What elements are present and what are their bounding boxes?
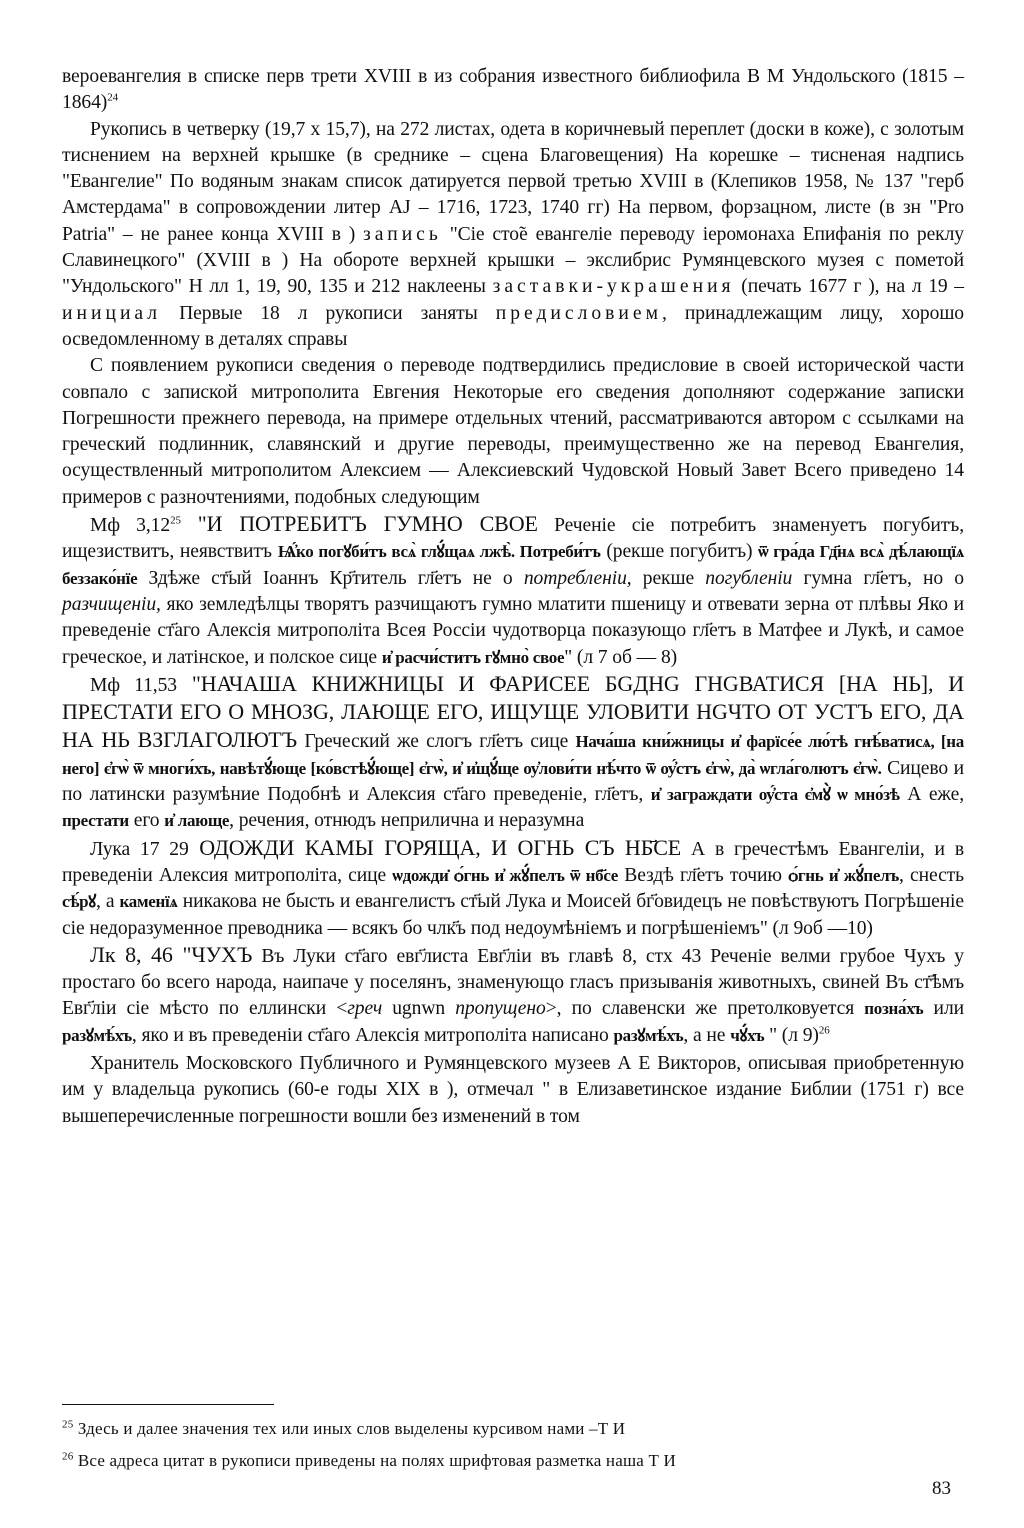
text: Здѣже ст҃ый Іоаннъ Кр҃титель гл҃етъ не о: [137, 567, 524, 589]
spaced-text: инициал: [62, 302, 162, 324]
text: (печать 1677 г ), на л 19 –: [734, 276, 964, 298]
church-slavonic-text: Ѩ҆́ко погꙋби́тъ всѧ̀ глꙋ́щаѧ лжѣ̀. Потреби́тъ: [277, 542, 601, 562]
italic-text: погубленіи: [705, 567, 793, 589]
paragraph-manuscript-description: [62, 117, 964, 354]
text: его: [128, 810, 165, 832]
church-slavonic-text: ѿ гра́да Гд҃нѧ всѧ̀ дѣ́лающїѧ беззако́нїе: [62, 542, 965, 588]
text: никакова не бысть и евангелистъ ст҃ый Лука и Моисей бг҃овидецъ не повѣствуютъ Погрѣшеніе сіе недоразуменное преводника — всякъ бо члк҃ъ под недоумѣніемъ и погрѣшеніемъ" (л 9об —10): [62, 891, 964, 939]
church-slavonic-text: престати: [62, 811, 129, 831]
page-body: [62, 64, 964, 1130]
italic-text: потребленіи,: [523, 567, 632, 589]
church-slavonic-text: разꙋмѣ́хъ: [613, 1025, 684, 1045]
text: Сицево и по латински разумѣние Подобнѣ и Алексия ст҃аго преведеніе, гл҃етъ,: [62, 757, 964, 806]
text: Первые 18 л рукописи заняты: [161, 302, 496, 324]
church-slavonic-text: и҆ расчи́ститъ гꙋмно̀ свое: [381, 647, 565, 667]
text: рекше: [631, 567, 706, 589]
footnote-number: 25: [62, 1418, 74, 1431]
footnote-26: [62, 1450, 964, 1472]
text: , снесть: [899, 864, 964, 886]
citation: Лк 8, 46 "ЧУХЪ: [90, 941, 253, 967]
text: Хранитель Московского Публичного и Румянцевского музеев А Е Викторов, описывая приобретенную им у владельца рукопись (60-е годы XIX в ), отмечал " в Елизаветинское издание Библии (1751 г) все вышеперечисленные погрешности вошли без изменений в том: [62, 1052, 964, 1127]
quote-caps: "НАЧАША КНИЖНИЦЫ И ФАРИСЕЕ БGДНG ГНGВАТИСЯ [НА НЬ], И ПРЕСТАТИ ЕГО О МНОЗG, ЛАЮЩЕ ЕГО, ИЩУЩЕ УЛОВИТИ НGЧТО ОТ УСТЪ ЕГО, ДА НА НЬ ВЗГЛАГОЛЮТЪ: [62, 670, 964, 753]
text: Вездѣ гл҃етъ точию: [618, 864, 789, 886]
church-slavonic-text: разꙋмѣ́хъ: [62, 1025, 132, 1045]
text: вероевангелия в списке перв трети XVIII в из собрания известного библиофила В М Ундольского (1815 – 1864): [62, 66, 964, 114]
quote-caps: ОДОЖДИ КАМЫ ГОРЯЩА, И ОГНЬ СЪ НБ҃СЕ: [188, 834, 682, 860]
paragraph-example-luke-17-29: [62, 835, 964, 942]
text: " (л 7 об — 8): [564, 646, 678, 668]
citation: Мф 3,12: [90, 515, 171, 537]
text: Реченіе сіе потребитъ знаменуетъ погубитъ, ищезиствитъ, неявствитъ: [62, 515, 964, 563]
text: А в гречестѣмъ Евангеліи, и в преведеніи Алексия митрополіта, сице: [62, 838, 964, 886]
paragraph-example-mf-11-53: [62, 671, 964, 835]
text: Въ Луки ст҃аго евг҃листа Евг҃ліи въ главѣ 8, стх 43 Реченіе велми грубое Чухъ у простаго бо всего народа, наипаче у поселянъ, знаменующо гласъ призыванія животныхъ, свиней Въ ст҃ѣмъ Евг҃ліи сіе мѣсто по еллински <: [62, 945, 964, 1020]
text: , яко и въ преведеніи ст҃аго Алексія митрополіта написано: [131, 1024, 614, 1046]
footnote-text: Все адреса цитат в рукописи приведены на полях шрифтовая разметка наша Т И: [73, 1451, 676, 1470]
italic-text: греч: [347, 998, 383, 1020]
footnote-ref: 24: [107, 91, 119, 104]
text: С появлением рукописи сведения о переводе подтвердились предисловие в своей исторической части совпало с запиской митрополита Евгения Некоторые его сведения дополняют содержание записки Погрешности прежнего перевода, на примере отдельных чтений, рассматриваются автором с ссылками на греческий подлинник, славянский и другие переводы, преимущественно же на перевод Евангелия, осуществленный митрополитом Алексием — Алексиевский Чудовской Новый Завет Всего приведено 14 примеров с разночтениями, подобных следующим: [62, 355, 964, 508]
citation: Мф 11,53: [90, 674, 177, 696]
text: ugnwn: [382, 998, 456, 1020]
spaced-text: запись: [363, 223, 442, 245]
text: гумна гл҃етъ, но о: [792, 567, 964, 589]
text: , а: [95, 891, 120, 913]
church-slavonic-text: сѣ́рꙋ: [62, 892, 96, 912]
text: (рекше погубитъ): [600, 541, 759, 563]
church-slavonic-text: каменїѧ: [119, 892, 178, 912]
spaced-text: предисловием: [495, 302, 663, 324]
citation: Лука 17 29: [90, 838, 189, 860]
spaced-text: заставки-украшения: [492, 276, 735, 298]
text: яко земледѣлцы творятъ разчищаютъ гумно млатити пшеницу и отвевати зерна от плѣвы Яко и преведеніе ст҃аго Алексія митрополіта Всея Россіи чудотворца показующо гл҃етъ в Матфее и Лукѣ, и самое греческое, и латінское, и полское сице: [62, 593, 964, 668]
paragraph-1: [62, 64, 964, 117]
footnote-ref: 26: [818, 1024, 830, 1037]
text: , принадлежащим лицу, хорошо осведомленному в деталях справы: [62, 302, 964, 350]
church-slavonic-text: позна́хъ: [864, 999, 924, 1019]
footnote-number: 26: [62, 1450, 74, 1463]
footnote-25: [62, 1418, 964, 1440]
footnote-text: Здесь и далее значения тех или иных слов выделены курсивом нами –Т И: [73, 1419, 626, 1438]
text: "Сіе сто̃е евангеліе переводу іеромонаха Епифанія по реклу Славинецкого" (XVIII в ) На обороте верхней крышки – экслибрис Румянцевского музея с пометой "Ундольского" Н лл 1, 19, 90, 135 и 212 наклеены: [62, 223, 964, 298]
paragraph-example-luke-8-46: [62, 942, 964, 1049]
italic-text: разчищеніи,: [62, 593, 161, 615]
footnote-divider: [62, 1404, 274, 1405]
text: " (л 9): [764, 1024, 819, 1046]
church-slavonic-text: и҆ заграждати ѹ҆́ста є҆мꙋ̀ ѡ мно́зѣ: [650, 785, 900, 805]
text: А еже,: [899, 784, 964, 806]
text: , речения, отнюдъ неприлична и неразумна: [229, 810, 585, 832]
text: Рукопись в четверку (19,7 х 15,7), на 272 листах, одета в коричневый переплет (доски в коже), с золотым тиснением на верхней крышке (в среднике – сцена Благовещения) На корешке – тисненая надпись "Евангелие" По водяным знакам список датируется первой третью XVIII в (Клепиков 1958, № 137 "герб Амстердама" в сопровождении литер AJ – 1716, 1723, 1740 гг) На первом, форзацном, листе (в зн "Pro Patria" – не ранее конца XVIII в ): [62, 118, 964, 245]
text: >, по славенски же претолковуется: [545, 998, 865, 1020]
paragraph-translation-info: [62, 353, 964, 511]
text: Греческий же слогъ гл҃етъ сице: [297, 731, 576, 753]
text: или: [923, 998, 965, 1020]
paragraph-example-mf-3-12: [62, 511, 964, 671]
italic-text: пропущено: [455, 998, 546, 1020]
page-number: 83: [932, 1478, 951, 1499]
church-slavonic-text: Нача́ша кни́жницы и҆ фарїсе́е лю́тѣ гнѣ́ватисѧ, [на него] є҆гѡ̀ ѿ многи́хъ, навѣтꙋ́юще [ко́встѣꙋ́юще] є҆гѡ̀, и҆ и҆щꙋ́ще ѹ҆лови́ти нѣ́что ѿ ѹ҆́стъ є҆гѡ̀, да̀ ѡгла́голютъ є҆гѡ̀.: [62, 732, 964, 778]
text: , а не: [683, 1024, 731, 1046]
quote-caps: "И ПОТРЕБИТЪ ГУМНО СВОЕ: [180, 511, 538, 537]
church-slavonic-text: ѻ́гнь и҆ жꙋ́пелъ: [788, 865, 899, 885]
footnote-ref: 25: [170, 514, 181, 527]
church-slavonic-text: чꙋ́хъ: [730, 1025, 765, 1045]
paragraph-viktorov: [62, 1051, 964, 1130]
church-slavonic-text: и҆ лающе: [164, 811, 230, 831]
church-slavonic-text: ѡдожди̇ ѻ́гнь и҆ жꙋ́пелъ ѿ нб҃се: [392, 865, 619, 885]
